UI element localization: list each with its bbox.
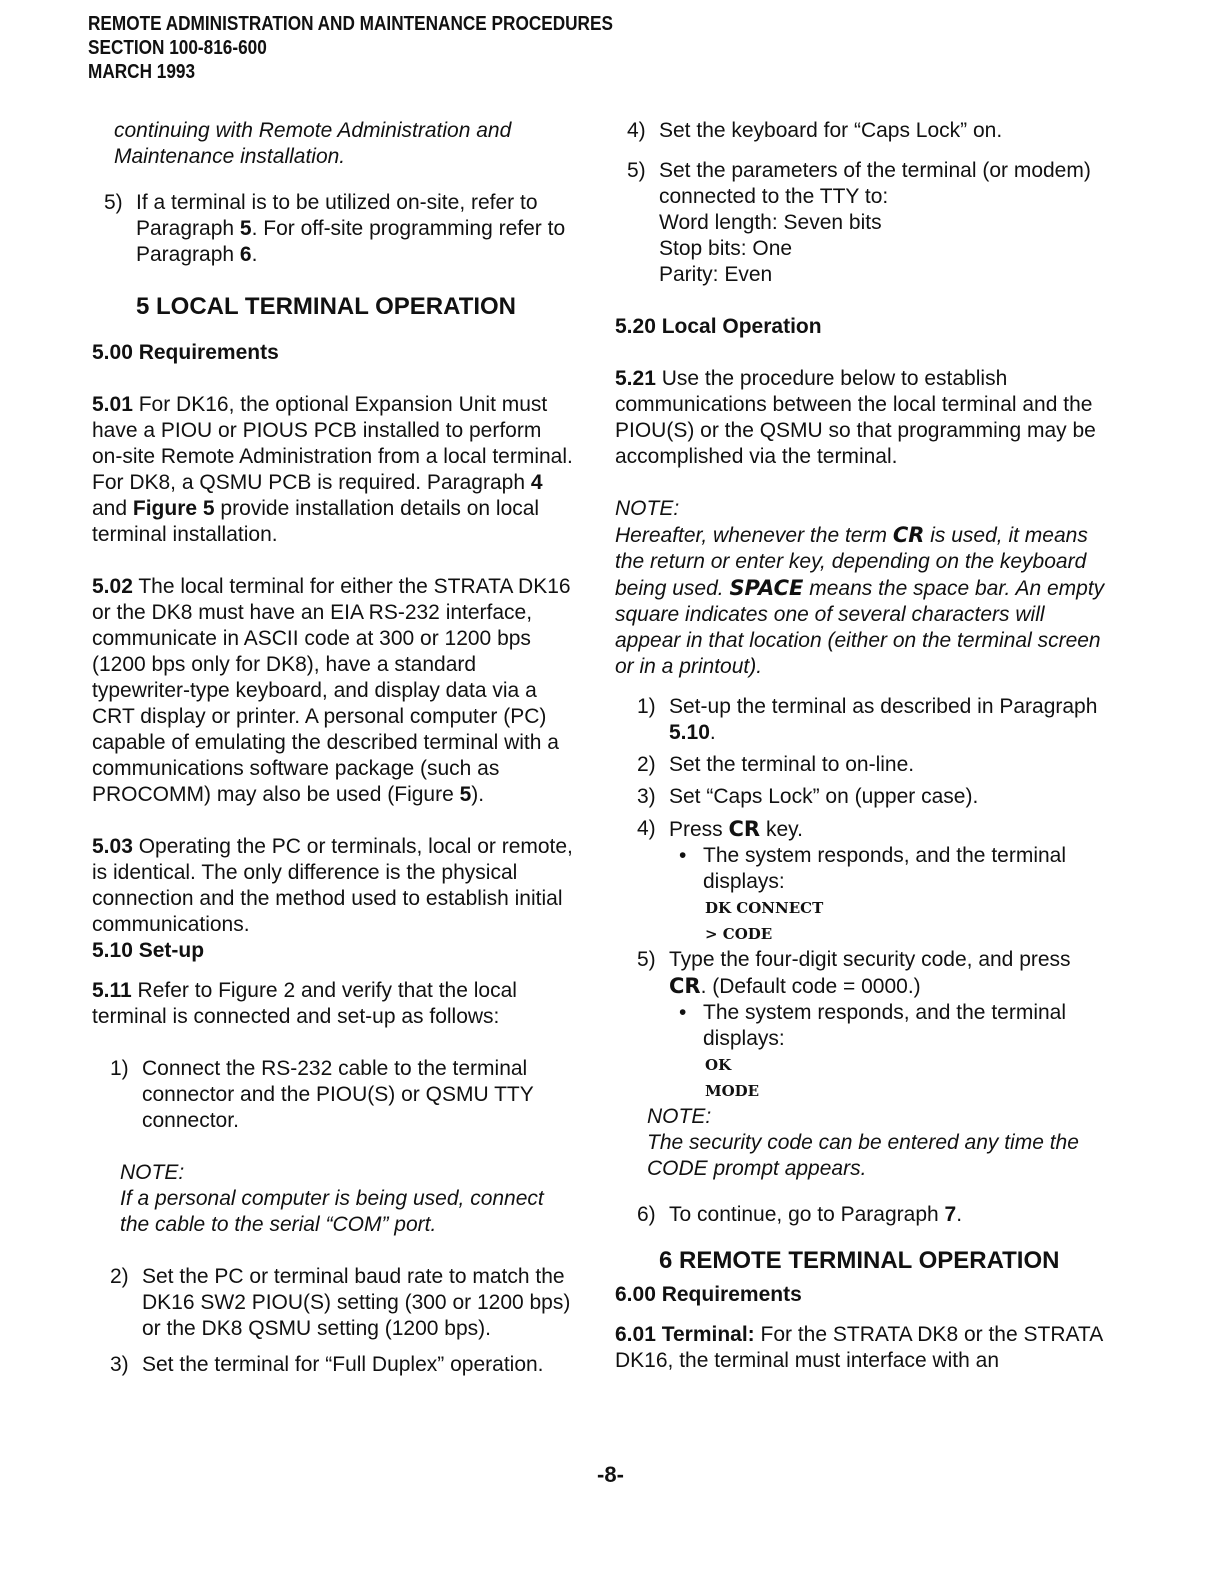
header-title: REMOTE ADMINISTRATION AND MAINTENANCE PROCEDURES [88, 13, 613, 35]
paragraph-5-11: 5.11 Refer to Figure 2 and verify that the local terminal is connected and set-up as follows: [92, 979, 517, 1028]
right-column [615, 118, 1105, 1374]
left-column [92, 118, 576, 1378]
list-item: 1) Set-up the terminal as described in Paragraph 5.10. [637, 695, 1098, 744]
document-header [88, 12, 613, 84]
paragraph-5-03: 5.03 Operating the PC or terminals, local or remote, is identical. The only difference is the physical connection and the method used to establish initial communications. [92, 835, 573, 936]
section-heading: 5 LOCAL TERMINAL OPERATION [136, 293, 517, 320]
list-item: 6) To continue, go to Paragraph 7. [637, 1203, 963, 1226]
subsection-heading: 5.20 Local Operation [615, 315, 822, 338]
header-date: MARCH 1993 [88, 61, 196, 83]
note: NOTE: Hereafter, whenever the term CR is used, it means the return or enter key, depending on the keyboard being used. SPACE means the space bar. An empty square indicates one of several characters will appear in that location (either on the terminal screen or in a printout). [615, 497, 1105, 678]
list-item: 3) Set the terminal for “Full Duplex” operation. [110, 1353, 544, 1376]
list-item: 2) Set the PC or terminal baud rate to match the DK16 SW2 PIOU(S) setting (300 or 1200 bps) or the DK8 QSMU setting (1200 bps). [110, 1265, 571, 1340]
list-item: 5) If a terminal is to be utilized on-site, refer to Paragraph 5. For off-site programming refer to Paragraph 6. [104, 191, 566, 266]
subsection-heading: 6.00 Requirements [615, 1283, 802, 1306]
list-item: 5) Set the parameters of the terminal (or modem) connected to the TTY to: Word length: Seven bits Stop bits: One Parity: Even [627, 159, 1091, 286]
paragraph-5-02: 5.02 The local terminal for either the STRATA DK16 or the DK8 must have an EIA RS-232 interface, communicate in ASCII code at 300 or 1200 bps (1200 bps only for DK8), have a standard typewriter-type keyboard, and display data via a CRT display or printer. A personal computer (PC) capable of emulating the described terminal with a communications software package (such as PROCOMM) may also be used (Figure 5). [92, 575, 571, 806]
page-number: -8- [597, 1462, 624, 1487]
note: NOTE: If a personal computer is being used, connect the cable to the serial “COM” port. [120, 1161, 544, 1236]
paragraph-6-01: 6.01 Terminal: For the STRATA DK8 or the STRATA DK16, the terminal must interface with an [615, 1323, 1103, 1372]
list-item: 3) Set “Caps Lock” on (upper case). [637, 785, 979, 808]
list-item: 1) Connect the RS-232 cable to the terminal connector and the PIOU(S) or QSMU TTY connector. [110, 1057, 534, 1132]
list-item: 5) Type the four-digit security code, and press CR. (Default code = 0000.) • The system responds, and the terminal displays: OK MODE [637, 948, 1071, 1100]
list-item: 4) Set the keyboard for “Caps Lock” on. [627, 119, 1003, 142]
note: NOTE: The security code can be entered any time the CODE prompt appears. [647, 1105, 1079, 1180]
subsection-heading: 5.00 Requirements [92, 341, 279, 364]
paragraph-5-21: 5.21 Use the procedure below to establish communications between the local terminal and the PIOU(S) or the QSMU so that programming may be accomplished via the terminal. [615, 367, 1096, 468]
list-item: 4) Press CR key. • The system responds, and the terminal displays: DK CONNECT > CODE [637, 817, 1067, 943]
section-heading: 6 REMOTE TERMINAL OPERATION [659, 1247, 1060, 1274]
subsection-heading: 5.10 Set-up [92, 939, 205, 962]
paragraph-5-01: 5.01 For DK16, the optional Expansion Unit must have a PIOU or PIOUS PCB installed to perform on-site Remote Administration from a local terminal. For DK8, a QSMU PCB is required. Paragraph 4 and Figure 5 provide installation details on local terminal installation. [92, 393, 573, 546]
continuation-text: continuing with Remote Administration and Maintenance installation. [114, 119, 512, 168]
list-item: 2) Set the terminal to on-line. [637, 753, 915, 776]
header-section: SECTION 100-816-600 [88, 37, 267, 59]
